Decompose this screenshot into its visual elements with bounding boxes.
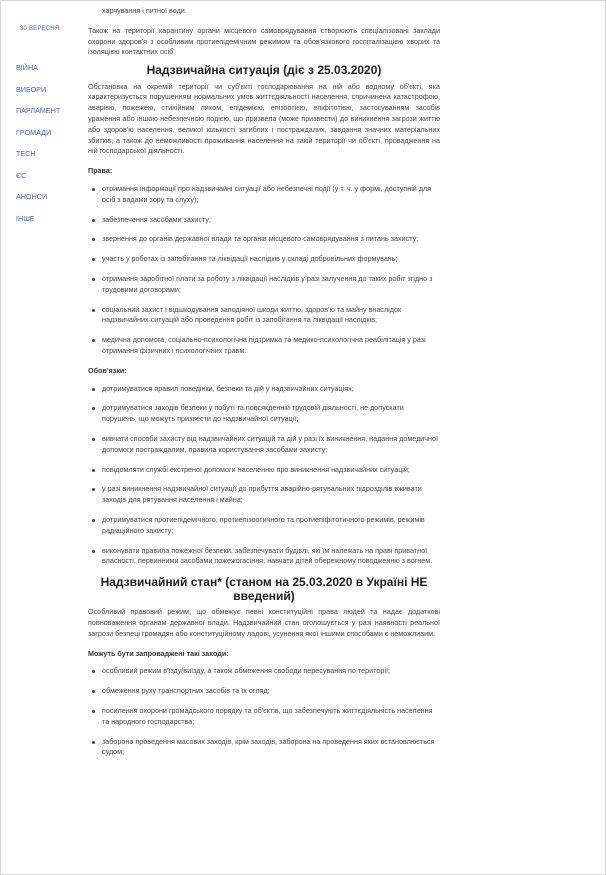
nav-item-eu[interactable]: ЄС: [16, 170, 27, 180]
bullet-icon: [92, 238, 95, 241]
bullet-icon: [92, 407, 95, 410]
nav-item-war[interactable]: ВІЙНА: [16, 63, 38, 72]
bullet-icon: [92, 258, 95, 261]
list-item: у разі виникнення надзвичайної ситуації до прибуття аварійно-рятувальних підрозділів вживати заходів для рятування населення і майна;: [88, 484, 440, 506]
list-item: дотримуватися заходів безпеки у побуті та повсякденній трудовій діяльності, не допускати порушень, що можуть призвести до надзвичайної ситуації;: [88, 403, 440, 425]
bullet-icon: [92, 388, 95, 391]
bullet-icon: [92, 670, 95, 673]
article: [88, 0, 440, 758]
measures-label: Можуть бути запроваджені такі заходи:: [88, 648, 229, 658]
state-intro: Особливий правовий режим, що обмежує певні конституційні права людей та надає додаткові повноваження органам державної влади. Надзвичайний стан оголошується у разі наявності реальної загрози безпеці громадян або конституційному ладові, усунення якої іншими способами є неможливим.: [88, 607, 440, 638]
list-item: участь у роботах із запобігання та ліквідації наслідків у складі добровільних формувань;: [88, 254, 440, 265]
rights-label: Права:: [88, 166, 113, 176]
date-label: 30 ВЕРЕСНЯ: [20, 26, 60, 32]
nav-item-other[interactable]: ІНШЕ: [16, 213, 35, 223]
nav-item-announcements[interactable]: АНОНСИ: [16, 192, 48, 201]
bullet-icon: [92, 309, 95, 312]
nav-item-parliament[interactable]: ПАРЛАМЕНТ: [16, 106, 61, 115]
bullet-icon: [92, 550, 95, 553]
list-item: вивчати способи захисту від надзвичайних ситуацій та дій у разі їх виникнення, надання домедичної допомоги постраждалим, правила користування засобами захисту;: [88, 434, 440, 456]
emergency-title: Надзвичайна ситуація (діє з 25.03.2020): [146, 63, 382, 78]
sidebar: [0, 0, 70, 875]
bullet-icon: [92, 219, 95, 222]
bullet-icon: [92, 710, 95, 713]
duties-label: Обов'язки:: [88, 365, 127, 375]
list-item: дотримуватися протиепідемічного, протиепізоотичного та протиепіфітотичного режимів, режимів радіаційного захисту;: [88, 515, 440, 537]
bullet-icon: [92, 188, 95, 191]
list-item: повідомляти службі екстреної допомоги населенню про виникнення надзвичайних ситуацій;: [88, 465, 440, 476]
bullet-icon: [92, 469, 95, 472]
list-item: медична допомога, соціально-психологічна підтримка та медико-психологічна реабілітація у разі отримання фізичних і психологічних травм.: [88, 335, 440, 357]
list-item: звернення до органів державної влади та органів місцевого самоврядування з питань захисту;: [88, 234, 440, 245]
bullet-icon: [92, 339, 95, 342]
nav-item-elections[interactable]: ВИБОРИ: [16, 84, 47, 94]
list-item: отримання заробітної плати за роботу з ліквідації наслідків у разі залучення до таких робіт згідно з трудовими договорами;: [88, 274, 440, 296]
list-item: отримання інформації про надзвичайні ситуації або небезпечні події (у т. ч. у формі, доступній для осіб з вадами зору та слуху);: [88, 184, 440, 206]
quarantine-paragraph: Також на території карантину органи місцевого самоврядування створюють спеціалізовані заклади охорони здоров'я з особливим протиепідемічним режимом та обов'язкового госпіталізацією хворих та ізоляцією контактних осіб.: [88, 25, 440, 57]
list-item: харчування і питної води.: [102, 6, 187, 15]
list-item: заборона проведення масових заходів, крім заходів, заборона на проведення яких встановлюється судом;: [88, 737, 440, 759]
nav-item-tech[interactable]: ТЕСН: [16, 149, 36, 158]
list-item: виконувати правила пожежної безпеки, забезпечувати будівлі, які їм належать на праві приватної власності, первинними засобами пожежогасіння, навчати дітей обережному поводженню з вогнем.: [88, 546, 440, 568]
state-of-emergency-title: Надзвичайний стан* (станом на 25.03.2020 в Україні НЕ введений): [100, 575, 428, 603]
bullet-icon: [92, 519, 95, 522]
bullet-icon: [92, 278, 95, 281]
nav-item-communities[interactable]: ГРОМАДИ: [16, 127, 52, 137]
sidebar-nav: [16, 63, 60, 235]
list-item: посилення охорони громадського порядку та об'єктів, що забезпечують життєдіяльність населення та народного господарства;: [88, 706, 440, 728]
bullet-icon: [92, 438, 95, 441]
list-item: забезпечення засобами захисту;: [88, 215, 440, 226]
bullet-icon: [92, 488, 95, 491]
emergency-intro: Обстановка на окремій території чи суб'єкті господарювання на ній або водному об'єкті, яка характеризується порушенням нормальних умов життєдіяльності населення, спричинена катастрофою, аварією, пожежею, стихійним лихом, епідемією, епізоотією, епіфітотією, застосуванням засобів ураження або іншою небезпечною подією, що призвела (може призвести) до виникнення загрози життю або здоров'ю населення, великої кількості загиблих і постраждалих, завдання значних матеріальних збитків, а також до неможливості проживання населення на такій території чи об'єкті, провадження на ній господарської діяльності.: [88, 81, 440, 156]
bullet-icon: [92, 741, 95, 744]
bullet-icon: [92, 690, 95, 693]
list-item: дотримуватися правил поведінки, безпеки та дій у надзвичайних ситуаціях;: [88, 384, 440, 395]
list-item: обмеження руху транспортних засобів та їх огляд;: [88, 686, 440, 697]
list-item: особливий режим в'їзду/виїзду, а також обмеження свободи пересування по території;: [88, 666, 440, 677]
list-item: соціальний захист і відшкодування заподіяної шкоди життю, здоров'ю та майну внаслідок надзвичайних ситуацій або проведення робіт із запобігання та ліквідації наслідків;: [88, 305, 440, 327]
